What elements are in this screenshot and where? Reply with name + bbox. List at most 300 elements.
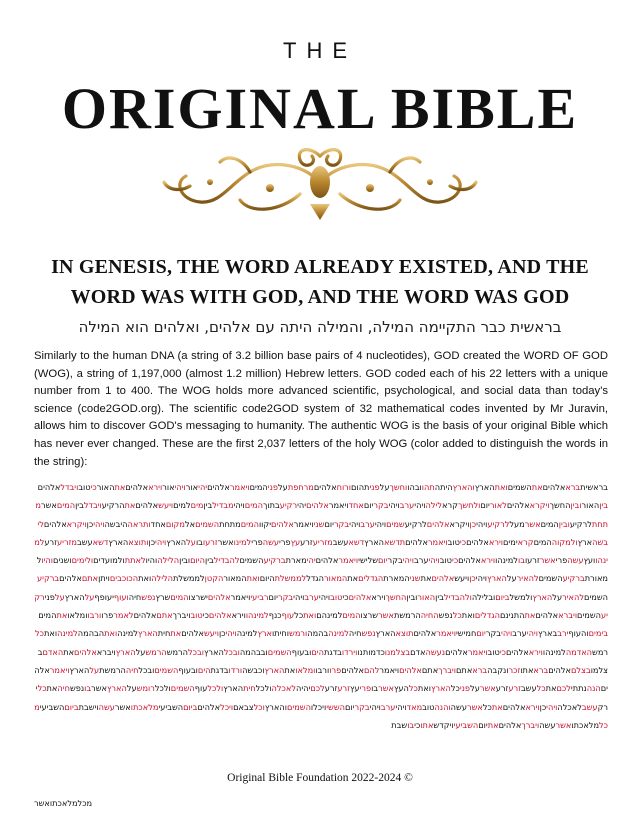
wog-word: כל: [294, 610, 304, 621]
wog-word: זרע: [337, 683, 350, 694]
wog-word: טוב: [190, 610, 203, 621]
wog-word: בקר: [387, 555, 403, 566]
wog-word: והנה: [434, 701, 451, 712]
wog-word: השמים: [267, 646, 292, 657]
wog-word: פני: [267, 482, 279, 492]
wog-word: בתוך: [262, 500, 280, 511]
wog-word: ובכל: [223, 646, 240, 657]
wog-word: ויקדש: [433, 719, 454, 730]
wog-word: והעוף: [568, 628, 589, 639]
wog-word: הכוכבים: [109, 573, 139, 584]
wog-word: ובין: [558, 518, 570, 529]
wog-word: אשר: [34, 798, 50, 808]
wog-word: בצלמנו: [384, 646, 411, 657]
wog-word: אלהים: [502, 701, 526, 712]
wog-word: וירא: [528, 646, 543, 657]
wog-word: פרי: [555, 555, 568, 566]
wog-word: ברקיע: [36, 573, 60, 584]
wog-word: בין: [203, 500, 213, 511]
wog-word: יום: [480, 500, 490, 511]
wog-word: למאורת: [36, 555, 608, 584]
wog-word: השביעי: [453, 719, 479, 730]
wog-word: הנה: [586, 683, 601, 694]
wog-word: והארץ: [452, 482, 475, 492]
wog-word: ויתן: [98, 573, 110, 584]
wog-word: ובין: [570, 500, 582, 511]
wog-word: אלהים: [74, 646, 97, 657]
wog-word: הים: [197, 664, 211, 675]
wog-word: טוב: [487, 646, 500, 657]
wog-word: טוב: [422, 701, 435, 712]
wog-word: הקטן: [204, 573, 224, 584]
wog-word: בדגת: [210, 664, 229, 675]
wog-word: עשה: [262, 536, 280, 547]
wog-word: ובכל: [188, 646, 204, 657]
wog-word: ויהי: [414, 500, 426, 511]
wog-word: יום: [363, 500, 374, 511]
wog-word: ויאמר: [467, 646, 488, 657]
wog-word: הארץ: [532, 591, 553, 602]
wog-word: השביעי: [158, 701, 184, 712]
wog-word: נפש: [438, 610, 453, 621]
wog-word: ויהי: [546, 701, 558, 712]
wog-word: מקום: [165, 518, 185, 529]
wog-word: ביום: [495, 591, 510, 602]
wog-word: אלהים: [37, 482, 61, 492]
wog-word: ומלאו: [295, 664, 316, 675]
wog-last-line: [34, 798, 92, 808]
wog-word: המים: [342, 610, 361, 621]
wog-word: אלהים: [181, 628, 204, 639]
wog-word: ויעש: [158, 500, 174, 511]
wog-word: אל: [184, 518, 196, 529]
wog-word: אלהים: [43, 518, 67, 529]
wog-word: אלהים: [548, 664, 571, 675]
wog-word: מכל: [77, 798, 93, 808]
wog-word: ומלאו: [67, 610, 88, 621]
wog-word: ולימים: [71, 555, 94, 566]
wog-word: ובעוף: [178, 664, 198, 675]
wog-word: השמים: [154, 664, 179, 675]
wog-word: בדגת: [323, 646, 342, 657]
wog-word: בהמה: [307, 628, 329, 639]
wog-word: יהי: [297, 500, 307, 511]
wog-word: ויהי: [428, 555, 440, 566]
wog-word: ויהי: [233, 500, 245, 511]
wog-word: בקר: [333, 518, 350, 529]
wog-word: ואת: [104, 628, 118, 639]
wog-word: ויברך: [521, 719, 540, 730]
footer-copyright: Original Bible Foundation 2022-2024 ©: [227, 772, 413, 784]
wog-word: אלהים: [431, 573, 455, 584]
wog-word: ועץ: [583, 555, 596, 566]
wog-word: אשר: [114, 701, 131, 712]
wog-word: ערב: [304, 591, 319, 602]
wog-word: בצלם: [571, 664, 591, 675]
wog-word: ולכל: [207, 683, 224, 694]
wog-word: אלהים: [34, 664, 608, 694]
wog-word: הארץ: [364, 536, 385, 547]
wog-word: השמים: [577, 610, 602, 621]
wog-word: וחיתו: [271, 628, 290, 639]
wog-word: חמישי: [455, 628, 477, 639]
wog-word: בו: [371, 683, 379, 694]
wog-word: את: [531, 482, 543, 492]
wog-word: ולמקוה: [551, 536, 578, 547]
wog-word: המארת: [383, 573, 410, 584]
wog-word: המים: [240, 518, 259, 529]
wog-word: על: [470, 683, 480, 694]
wog-word: ויברך: [172, 610, 191, 621]
wog-word: שרצו: [360, 610, 379, 621]
wog-word: המים: [249, 482, 268, 492]
wog-word: מלאכתו: [49, 798, 78, 808]
wog-word: ירב: [557, 628, 569, 639]
wog-word: המים: [540, 518, 559, 529]
wog-word: חית: [243, 683, 256, 694]
wog-word: החיה: [420, 610, 439, 621]
wog-word: ויהי: [93, 518, 105, 529]
wog-word: ואת: [138, 573, 152, 584]
wog-word: למינה: [236, 628, 258, 639]
wog-word: כל: [450, 683, 460, 694]
wog-word: ויאמר: [427, 536, 448, 547]
wog-word: ויהי: [476, 518, 488, 529]
wog-word: בו: [407, 719, 415, 730]
wog-word: ברא: [533, 664, 549, 675]
wog-word: ימים: [503, 536, 518, 547]
wog-word: ויהי: [374, 518, 387, 529]
wog-word: ויברך: [438, 664, 456, 675]
wog-word: הארץ: [375, 628, 396, 639]
wog-word: מארת: [285, 555, 307, 566]
wog-word: נפש: [361, 628, 376, 639]
wog-word: ואת: [303, 610, 317, 621]
wog-word: את: [347, 573, 359, 584]
wog-word: אלהים: [125, 482, 149, 492]
wog-word: ישרצו: [188, 591, 208, 602]
wog-word: נעשה: [425, 646, 446, 657]
wog-word: רביעי: [250, 591, 269, 602]
wog-word: ולחשך: [457, 500, 481, 511]
wog-word: הארץ: [108, 536, 129, 547]
wog-word: עוף: [194, 683, 208, 694]
wog-word: זרע: [324, 683, 338, 694]
wog-word: פרו: [101, 610, 114, 621]
wog-word: בין: [75, 500, 84, 511]
wog-word: צבאם: [233, 701, 254, 712]
wog-word: מים: [190, 500, 204, 511]
wog-word: את: [56, 610, 68, 621]
wog-word: מתחת: [35, 500, 608, 529]
wog-word: ויאמר: [436, 628, 456, 639]
wog-word: מזריע: [312, 536, 333, 547]
wog-word: לממשלת: [173, 573, 205, 584]
wog-word: בין: [599, 500, 608, 511]
wog-word: העץ: [393, 683, 409, 694]
wog-word: זרע: [300, 536, 313, 547]
wog-word: אלהים: [405, 536, 428, 547]
wog-word: ולהבדיל: [443, 591, 472, 602]
wog-word: בקר: [373, 500, 389, 511]
wog-word: שלישי: [358, 555, 379, 566]
wog-word: לילה: [425, 500, 443, 511]
wog-word: את: [124, 500, 136, 511]
wog-word: האור: [581, 500, 600, 511]
wog-word: אשר: [91, 683, 108, 694]
wog-word: האור: [96, 482, 115, 492]
wog-word: אלהים: [506, 646, 529, 657]
wog-word: הששי: [326, 701, 345, 712]
wog-word: ויקרא: [529, 500, 550, 511]
wog-word: ויאמר: [379, 664, 400, 675]
wog-word: ורדו: [228, 664, 243, 675]
wog-word: אור: [185, 482, 199, 492]
wog-word: וירא: [525, 701, 540, 712]
wog-word: ותראה: [127, 518, 151, 529]
wog-word: יום: [478, 719, 488, 730]
wog-word: הים: [311, 646, 324, 657]
gold-ornament-icon: [150, 142, 490, 224]
wog-word: המים: [244, 500, 263, 511]
wog-word: ביום: [64, 701, 79, 712]
wog-word: אתו: [420, 719, 434, 730]
wog-word: היום: [259, 573, 275, 584]
wog-word: השמים: [538, 573, 563, 584]
wog-word: ויהי: [225, 628, 237, 639]
wog-word: ויבדל: [60, 482, 79, 492]
wog-word: אלהים: [348, 591, 372, 602]
wog-word: ליבשה: [37, 518, 608, 547]
wog-word: חיה: [125, 664, 139, 675]
wog-word: יום: [378, 555, 388, 566]
wog-word: בימים: [588, 628, 608, 639]
wog-word: רקיע: [34, 591, 608, 621]
wog-word: התנינם: [499, 610, 525, 621]
wog-word: הרקיע: [101, 500, 125, 511]
wog-word: לאור: [489, 500, 507, 511]
wog-word: כן: [469, 518, 477, 529]
wog-word: על: [278, 482, 288, 492]
wog-word: להאיר: [562, 591, 585, 602]
wog-word: חית: [157, 628, 171, 639]
wog-word: עשה: [98, 701, 115, 712]
wog-word: המים: [38, 610, 57, 621]
wog-word: זרעו: [524, 555, 540, 566]
wog-word: ערב: [380, 701, 396, 712]
wog-word: החשך: [385, 591, 407, 602]
wog-word: את: [524, 610, 536, 621]
wog-word: ואת: [417, 683, 431, 694]
wog-word: וירא: [371, 591, 386, 602]
wog-word: תהום: [351, 482, 370, 492]
wog-word: למינו: [233, 536, 252, 547]
wog-word: אתם: [81, 573, 99, 584]
wog-word: מלאכתו: [130, 701, 159, 712]
wog-word: חיה: [128, 591, 142, 602]
wog-word: הארץ: [203, 646, 224, 657]
wog-word: כי: [459, 536, 467, 547]
wog-word: בצלמו: [37, 646, 608, 675]
wog-word: ויאמר: [49, 664, 70, 675]
wog-word: ביום: [183, 701, 198, 712]
wog-word: על: [126, 683, 137, 694]
wog-word: כי: [90, 482, 97, 492]
wog-word: ובבהמה: [239, 646, 268, 657]
wog-word: ויהי: [501, 628, 513, 639]
wog-word: היום: [190, 555, 205, 566]
wog-word: יקוו: [258, 518, 272, 529]
wog-word: אשר: [378, 610, 394, 621]
wog-word: דשא: [92, 536, 109, 547]
wog-word: למים: [173, 500, 191, 511]
wog-word: כל: [35, 628, 45, 639]
wog-word: והיו: [41, 555, 54, 566]
wog-word: ושנים: [53, 555, 72, 566]
wog-word: פרי: [251, 536, 263, 547]
subtitle: [20, 252, 620, 312]
wog-word: לממשלת: [274, 573, 307, 584]
wog-word: השביעי: [39, 701, 65, 712]
wog-word: על: [89, 664, 100, 675]
wog-word: לרקיע: [404, 518, 427, 529]
wog-word: השמים: [286, 701, 311, 712]
wog-word: וחשך: [389, 482, 408, 492]
wog-word: כן: [148, 536, 156, 547]
wog-word: נפש: [69, 683, 85, 694]
wog-word: אתם: [421, 664, 439, 675]
wog-word: ולמשל: [509, 591, 533, 602]
wog-word: עשה: [567, 555, 584, 566]
wog-word: פני: [44, 591, 55, 602]
wog-word: הרמש: [145, 646, 167, 657]
wog-word: ועוף: [113, 591, 129, 602]
wog-word: אשר: [40, 500, 57, 511]
wog-word: תדשא: [384, 536, 406, 547]
wog-word: נפש: [141, 591, 156, 602]
wog-word: היתה: [434, 482, 453, 492]
wog-word: ארץ: [577, 536, 593, 547]
wog-word: ויהי: [174, 482, 186, 492]
wog-word: כי: [202, 610, 209, 621]
wog-word: ויהי: [155, 536, 167, 547]
wog-word: אלהים: [208, 610, 232, 621]
wog-word: הרמש: [166, 646, 189, 657]
wog-word: את: [170, 628, 182, 639]
wog-word: ובלילה: [471, 591, 496, 602]
wog-word: תוצא: [395, 628, 414, 639]
wog-word: ערב: [360, 518, 375, 529]
wog-word: ובכל: [138, 664, 155, 675]
wog-word: הארץ: [107, 683, 127, 694]
wog-word: ויקרא: [66, 518, 87, 529]
wog-word: רומש: [136, 683, 155, 694]
wog-word: ויכלו: [310, 701, 327, 712]
wog-word: השמים: [507, 482, 532, 492]
wog-word: בארץ: [537, 628, 558, 639]
wog-word: ערב: [512, 628, 527, 639]
wog-word: אשר: [524, 518, 541, 529]
wog-word: וכבשה: [242, 664, 265, 675]
wog-word: השמים: [195, 518, 220, 529]
wog-word: ובעוף: [291, 646, 312, 657]
wog-word: הארץ: [115, 646, 136, 657]
wog-word: פרו: [329, 664, 342, 675]
wog-word: אלהים: [133, 610, 157, 621]
wog-word: ויאמר: [328, 500, 349, 511]
wog-word: רקיע: [279, 500, 298, 511]
intro-paragraph: Similarly to the human DNA (a string of 3.2 billion base pairs of 4 nucleotides), GOD created the WORD OF GOD (WOG), a string of 1,197,000 (almost 1.2 million) Hebrew letters. GOD coded each of his 22 letters with a unique number from 1 to 400. The WOG holds more advanced scientific, psychological, and social data than today's science (code2GOD.org). The scientific code2GOD system of 32 mathematical codes invented by Mr Juravin, allows him to discover GOD's messaging to humanity. The authentic WOG is the basis of your original Bible which has never ever changed. These are the first 2,037 letters of the holy WOG (color added to distinguish the words in the string):: [34, 350, 608, 468]
wog-word: טוב: [78, 482, 91, 492]
wog-word: אשר: [466, 701, 483, 712]
wog-word: פרי: [279, 536, 291, 547]
wog-word: כי: [342, 591, 349, 602]
wog-word: אור: [162, 482, 175, 492]
wog-word: כן: [86, 518, 94, 529]
wog-word: המים: [56, 500, 76, 511]
wog-word: אלהים: [542, 482, 566, 492]
wog-letter-string: [34, 478, 608, 766]
wog-word: והארץ: [264, 701, 287, 712]
wog-word: ברא: [565, 482, 581, 492]
wog-word: ואת: [44, 628, 58, 639]
wog-word: זרע: [495, 683, 509, 694]
wog-word: אחד: [150, 518, 166, 529]
wog-word: וירא: [480, 555, 496, 566]
wog-word: למינהם: [316, 610, 343, 621]
wog-word: ובהו: [407, 482, 422, 492]
wog-word: בקר: [277, 591, 294, 602]
wog-word: בראשית: [580, 482, 608, 492]
wog-word: ארץ: [257, 628, 272, 639]
wog-word: על: [186, 536, 196, 547]
hebrew-subtitle: בראשית כבר התקיימה המילה, והמילה היתה עם אלהים, ואלהים הוא המילה: [78, 318, 562, 336]
wog-word: לרקיע: [569, 518, 592, 529]
wog-word: וכל: [253, 701, 265, 712]
wog-word: את: [420, 573, 432, 584]
wog-word: עשה: [450, 701, 467, 712]
wog-word: ורבו: [87, 610, 102, 621]
wog-word: ערב: [399, 500, 415, 511]
wog-word: ואת: [246, 573, 260, 584]
wog-word: אלהים: [135, 500, 159, 511]
wog-word: ויהי: [369, 701, 381, 712]
wog-word: את: [491, 701, 503, 712]
wog-word: ויהי: [349, 518, 361, 529]
wog-word: מעל: [509, 518, 525, 529]
wog-word: אחד: [348, 500, 364, 511]
wog-word: כדמותנו: [357, 646, 385, 657]
wog-word: ובין: [406, 591, 418, 602]
wog-word: להבדיל: [213, 555, 240, 566]
wog-word: לרקיע: [487, 518, 510, 529]
wog-word: אלהים: [535, 610, 559, 621]
wog-word: ולכל: [255, 683, 272, 694]
wog-word: ויהי: [526, 628, 538, 639]
wog-word: אתם: [156, 610, 173, 621]
wog-word: יום: [324, 518, 334, 529]
wog-word: הגדלים: [358, 573, 384, 584]
wog-word: ויכל: [220, 701, 234, 712]
wog-word: הארץ: [474, 482, 495, 492]
wog-word: את: [63, 646, 75, 657]
wog-word: אשר: [378, 683, 394, 694]
wog-word: פני: [459, 683, 471, 694]
wog-word: היבשה: [104, 518, 128, 529]
wog-word: בין: [204, 555, 214, 566]
wog-word: ויקרא: [449, 518, 470, 529]
wog-word: ויבדל: [83, 500, 102, 511]
